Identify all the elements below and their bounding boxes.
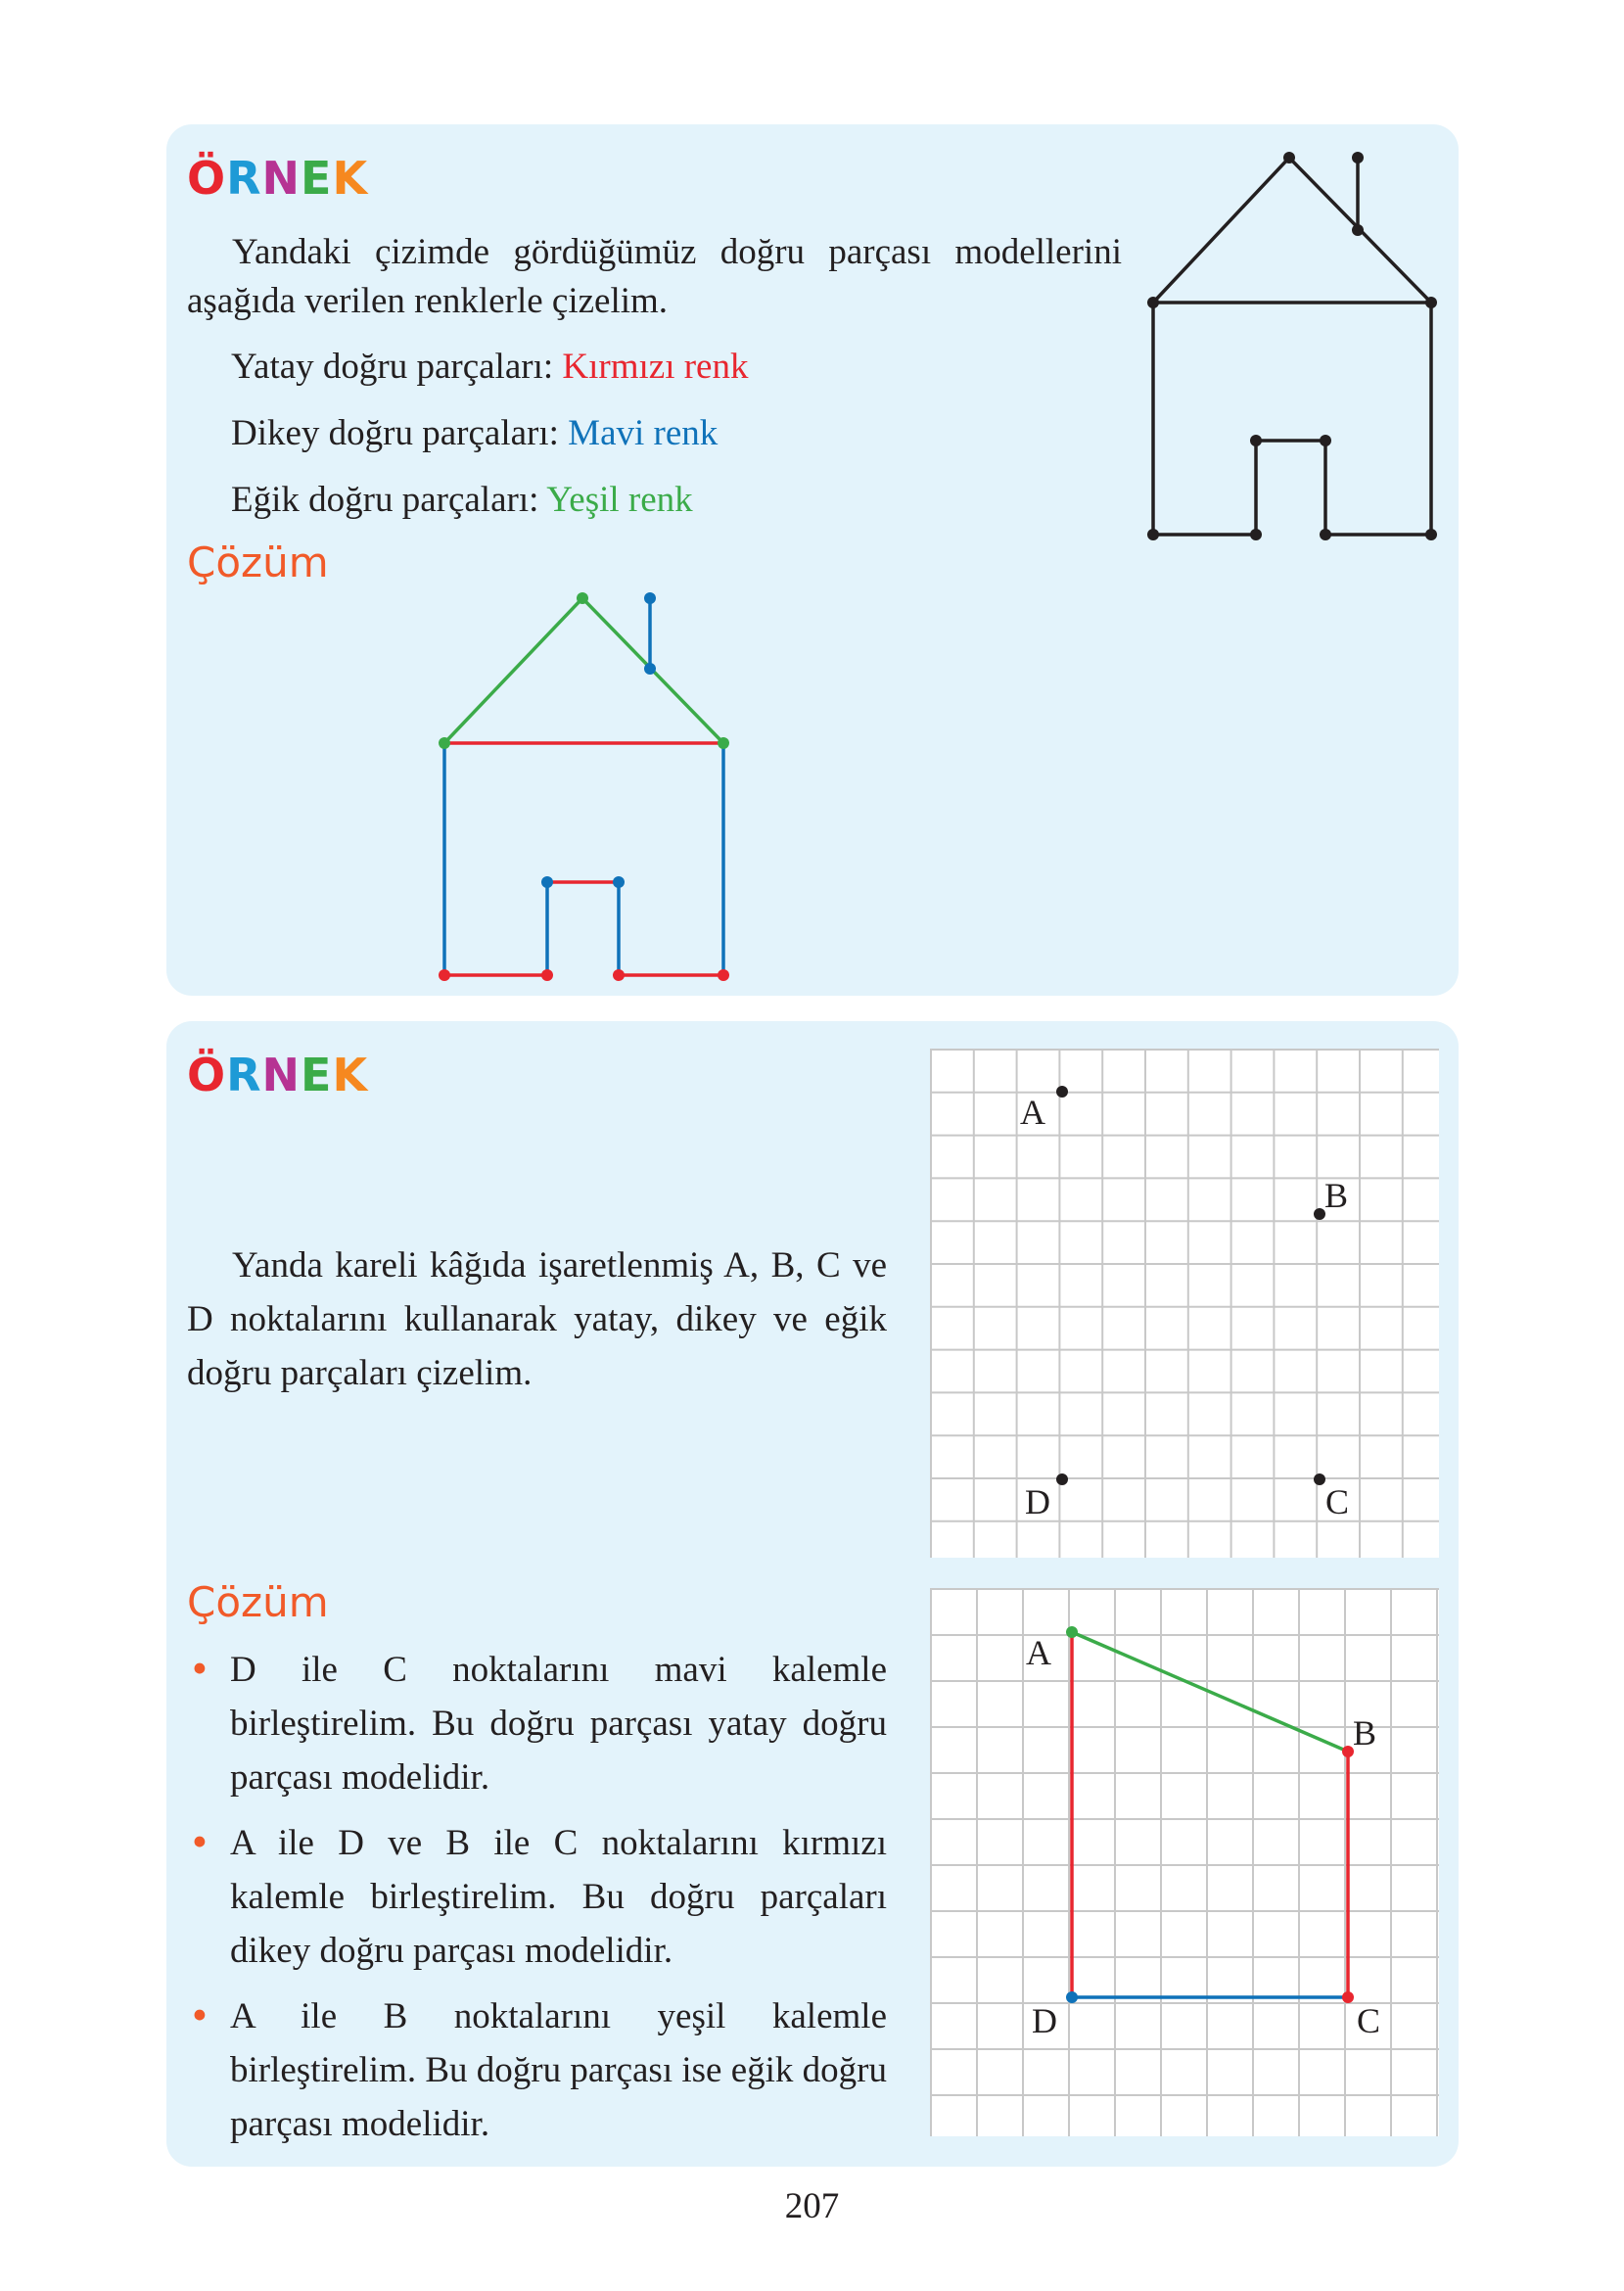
heading-letter: Ö <box>187 152 227 205</box>
oblique-roof <box>444 598 723 743</box>
example-2-solution-title: Çözüm <box>187 1578 329 1626</box>
rule-label: Dikey doğru parçaları: <box>231 413 569 453</box>
heading-letter: E <box>301 152 333 205</box>
house-figure-black <box>1153 158 1431 535</box>
example-1-intro: Yandaki çizimde gördüğümüz doğru parçası modellerini aşağıda verilen renklerle çizelim. <box>187 232 1122 321</box>
point-label-d: D <box>1025 1482 1050 1521</box>
grid-paper-2 <box>930 1588 1439 2136</box>
point-label-a: A <box>1020 1093 1045 1132</box>
house-figure-colored <box>444 598 723 975</box>
grid-paper-1 <box>930 1049 1439 1558</box>
house-black-points <box>1147 152 1437 540</box>
example-2-intro: Yanda kareli kâğıda işaretlenmiş A, B, C ve D noktalarını kullanarak yatay, dikey ve eğik doğru parçaları çizelim. <box>187 1245 887 1393</box>
point-label-b: B <box>1353 1713 1377 1753</box>
point-label-a: A <box>1026 1633 1051 1672</box>
rule-value: Mavi renk <box>568 413 719 453</box>
heading-letter: Ö <box>187 1049 227 1101</box>
roof-lines <box>1153 158 1431 303</box>
heading-letter: R <box>226 1049 262 1101</box>
point-label-d: D <box>1032 2001 1057 2040</box>
point-label-c: C <box>1325 1482 1350 1521</box>
point-label-c: C <box>1357 2001 1381 2040</box>
heading-letter: R <box>226 152 262 205</box>
rule-label: Eğik doğru parçaları: <box>231 480 547 520</box>
heading-letter: N <box>261 152 302 205</box>
rule-value: Kırmızı renk <box>562 347 749 387</box>
bullet-icon: • <box>189 1995 210 2037</box>
step-text: D ile C noktalarını mavi kalemle birleştirelim. Bu doğru parçası yatay doğru parçası modelidir. <box>230 1650 887 1798</box>
heading-letter: K <box>332 152 369 205</box>
rule-value: Yeşil renk <box>546 480 693 520</box>
bullet-icon: • <box>189 1822 210 1864</box>
bullet-icon: • <box>189 1649 210 1691</box>
heading-letter: E <box>301 1049 333 1101</box>
point-label-b: B <box>1324 1176 1349 1215</box>
page-number: 207 <box>784 2186 840 2226</box>
step-text: A ile D ve B ile C noktalarını kırmızı kalemle birleştirelim. Bu doğru parçaları dikey doğru parçası modelidir. <box>230 1823 887 1971</box>
walls-and-door <box>1153 303 1431 535</box>
heading-letter: K <box>332 1049 369 1101</box>
rule-label: Yatay doğru parçaları: <box>231 347 563 387</box>
heading-letter: N <box>261 1049 302 1101</box>
house-colored-points <box>439 592 729 981</box>
example-1-solution-title: Çözüm <box>187 538 329 586</box>
step-text: A ile B noktalarını yeşil kalemle birleştirelim. Bu doğru parçası ise eğik doğru parçası modelidir. <box>230 1996 887 2144</box>
